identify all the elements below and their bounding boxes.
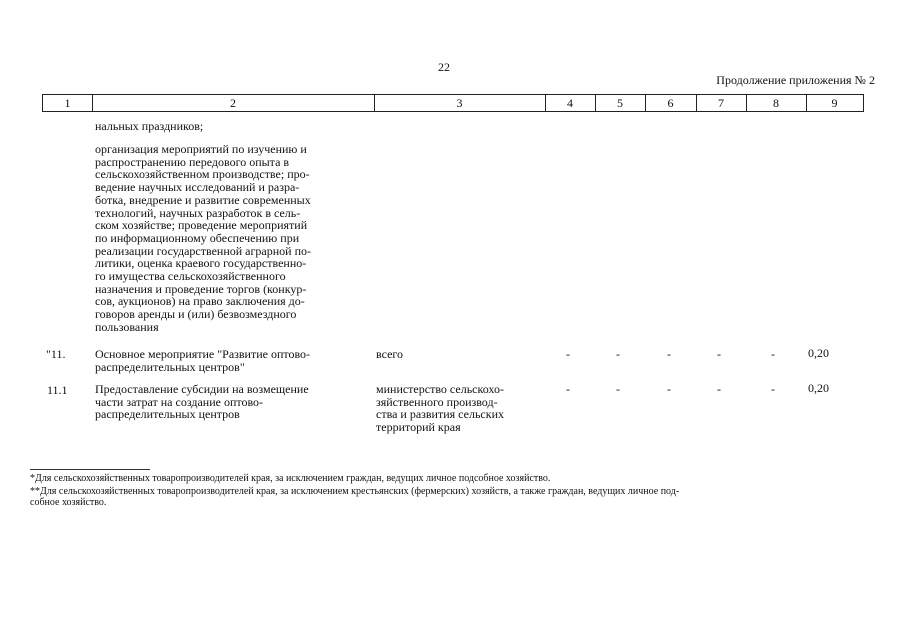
row-col-6: -: [667, 382, 671, 396]
header-col-6: 6: [645, 95, 697, 111]
row-col-5: -: [616, 347, 620, 361]
header-col-8: 8: [746, 95, 807, 111]
row-col-8: -: [771, 382, 775, 396]
header-col-9: 9: [831, 96, 838, 110]
header-col-7: 7: [696, 95, 747, 111]
row-name: Предоставление субсидии на возмещение части затрат на создание оптово- распределительных центров: [95, 382, 309, 422]
row-number: "11.: [46, 347, 66, 361]
appendix-continuation-label: Продолжение приложения № 2: [716, 73, 875, 87]
row-col-7: -: [717, 382, 721, 396]
header-col-5: 5: [595, 95, 646, 111]
row-executor: министерство сельскохо- зяйственного производ- ства и развития сельских территорий края: [376, 382, 505, 435]
row-value: 0,20: [808, 346, 829, 360]
header-col-1: 1: [43, 95, 93, 111]
row-name: Основное мероприятие "Развитие оптово- распределительных центров": [95, 347, 311, 374]
footnote-divider: [30, 469, 150, 470]
header-col-4: 4: [545, 95, 596, 111]
row-value: 0,20: [808, 381, 829, 395]
footnote-1: *Для сельскохозяйственных товаропроизводителей края, за исключением граждан, ведущих личное подсобное хозяйство.: [30, 473, 551, 484]
header-col-2: 2: [92, 95, 375, 111]
table-header-row: [42, 94, 864, 112]
text-block-activities: организация мероприятий по изучению и распространению передового опыта в сельскохозяйственном производстве; про- ведение научных исследований и разра- ботка, внедрение и развитие современных технологий, научных разработок в сель- ском хозяйстве; проведение мероприятий по информационному обеспечению при реализации государственной аграрной по- литики, оценка краевого государственно- го имущества сельскохозяйственного назначения и проведение торгов (конкур- сов, аукционов) на право заключения до- говоров аренды и (или) безвозмездного пользования: [95, 142, 312, 334]
text-block-holidays: нальных праздников;: [95, 119, 204, 133]
row-col-8: -: [771, 347, 775, 361]
header-col-3: 3: [374, 95, 546, 111]
footnote-2: **Для сельскохозяйственных товаропроизводителей края, за исключением крестьянских (фермерских) хозяйств, а также граждан, ведущих личное под- собное хозяйство.: [30, 486, 680, 508]
row-col-5: -: [616, 382, 620, 396]
row-col-7: -: [717, 347, 721, 361]
row-number: 11.1: [47, 383, 68, 397]
row-col-4: -: [566, 347, 570, 361]
row-col-4: -: [566, 382, 570, 396]
row-col-6: -: [667, 347, 671, 361]
page-number: 22: [438, 60, 450, 74]
row-executor: всего: [376, 347, 404, 361]
